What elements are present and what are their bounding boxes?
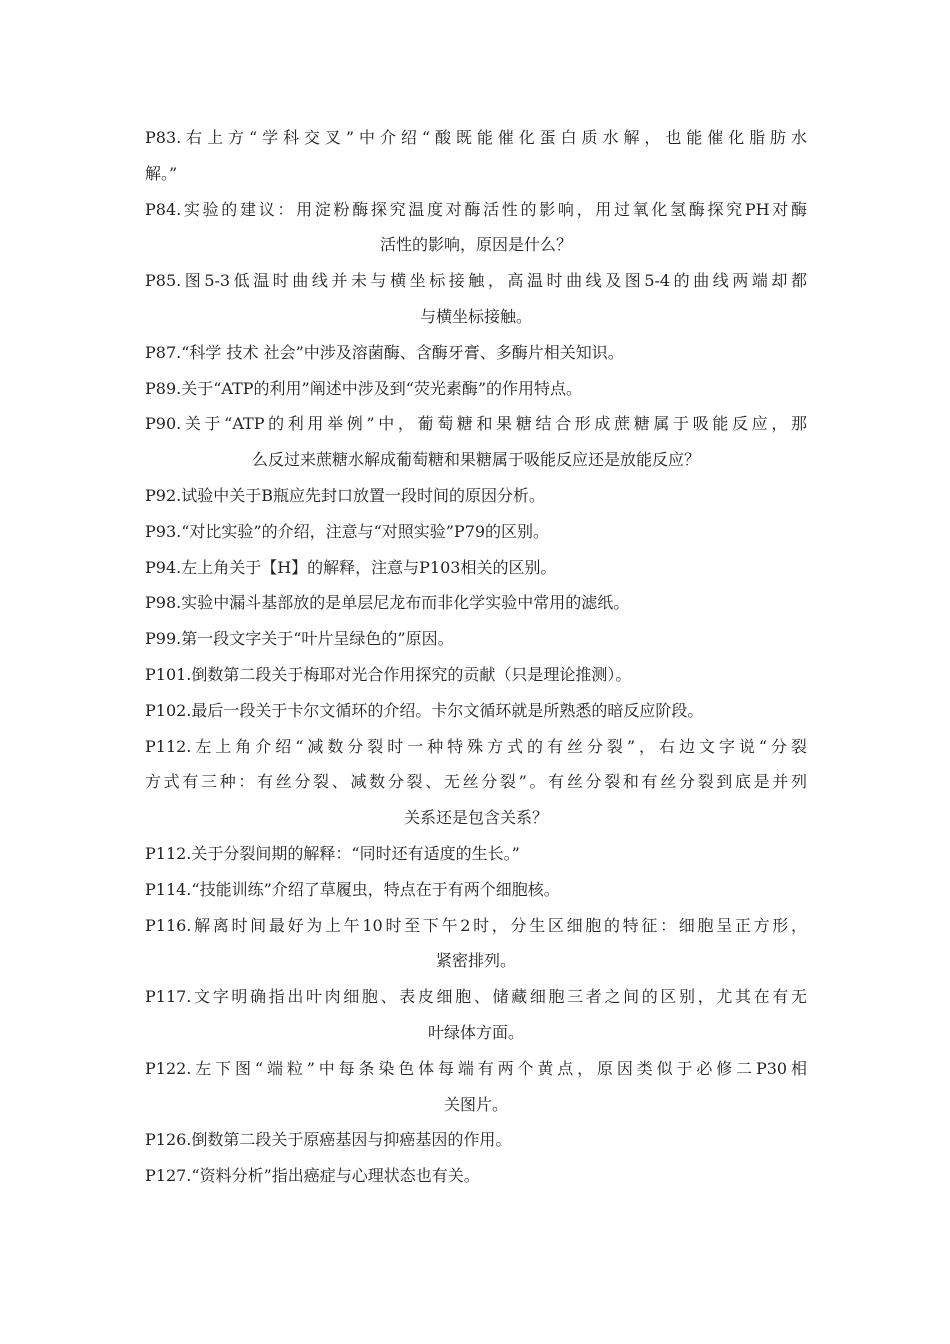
note-entry [145,406,807,478]
note-line: P94.左上角关于【H】的解释，注意与P103相关的区别。 [145,557,557,577]
note-entry [145,1051,807,1123]
note-line: P98.实验中漏斗基部放的是单层尼龙布而非化学实验中常用的滤纸。 [145,593,630,613]
note-entry [145,979,807,1051]
note-entry [145,478,807,514]
note-line: P83.右上方“学科交叉”中介绍“酸既能催化蛋白质水解，也能催化脂肪水 [145,128,807,147]
note-entry [145,908,807,980]
note-line: P99.第一段文字关于“叶片呈绿色的”原因。 [145,629,454,649]
note-line: 关系还是包含关系？ [403,808,548,828]
note-entry [145,263,807,335]
note-line: P89.关于“ATP的利用”阐述中涉及到“荧光素酶”的作用特点。 [145,378,583,398]
note-line: P85.图5-3低温时曲线并未与横坐标接触，高温时曲线及图5-4的曲线两端却都 [145,271,807,291]
note-entry [145,729,807,836]
document-page [145,120,807,1194]
note-line: P127.“资料分析”指出癌症与心理状态也有关。 [145,1166,480,1186]
note-entry [145,335,807,371]
note-line: 方式有三种：有丝分裂、减数分裂、无丝分裂”。有丝分裂和有丝分裂到底是并列 [145,772,807,792]
note-line: P92.试验中关于B瓶应先封口放置一段时间的原因分析。 [145,485,545,505]
note-entry [145,514,807,550]
note-line: 与横坐标接触。 [419,306,532,326]
note-line: P102.最后一段关于卡尔文循环的介绍。卡尔文循环就是所熟悉的暗反应阶段。 [145,700,704,720]
note-line: P122.左下图“端粒”中每条染色体每端有两个黄点，原因类似于必修二P30相 [145,1058,807,1078]
note-entry [145,192,807,264]
note-entry [145,1158,807,1194]
note-line: P117.文字明确指出叶肉细胞、表皮细胞、储藏细胞三者之间的区别，尤其在有无 [145,987,807,1007]
note-entry [145,371,807,407]
note-line: P112.左上角介绍“减数分裂时一种特殊方式的有丝分裂”，右边文字说“分裂 [145,736,807,756]
note-entry [145,657,807,693]
note-line: 叶绿体方面。 [427,1022,524,1042]
note-line: 紧密排列。 [435,951,516,971]
note-line: 关图片。 [443,1094,508,1114]
note-entry [145,836,807,872]
note-entry [145,621,807,657]
note-line: P93.“对比实验”的介绍，注意与“对照实验”P79的区别。 [145,521,550,541]
note-line: P116.解离时间最好为上午10时至下午2时，分生区细胞的特征：细胞呈正方形， [145,915,807,935]
note-line: P126.倒数第二段关于原癌基因与抑癌基因的作用。 [145,1130,512,1150]
note-line: P84.实验的建议：用淀粉酶探究温度对酶活性的影响，用过氧化氢酶探究PH对酶 [145,199,807,219]
note-line: 么反过来蔗糖水解成葡萄糖和果糖属于吸能反应还是放能反应？ [251,450,700,470]
note-entry [145,693,807,729]
note-entry [145,120,807,192]
note-entry [145,585,807,621]
note-line: P114.“技能训练”介绍了草履虫，特点在于有两个细胞核。 [145,879,560,899]
note-line: 活性的影响，原因是什么？ [379,235,572,255]
note-line: P101.倒数第二段关于梅耶对光合作用探究的贡献（只是理论推测）。 [145,664,632,684]
note-line: P112.关于分裂间期的解释：“同时还有适度的生长。” [145,843,520,863]
note-entry [145,550,807,586]
note-line: P90.关于“ATP的利用举例”中，葡萄糖和果糖结合形成蔗糖属于吸能反应，那 [145,414,807,434]
note-entry [145,872,807,908]
note-line: P87.“科学 技术 社会”中涉及溶菌酶、含酶牙膏、多酶片相关知识。 [145,342,624,362]
note-line: 解。” [145,163,178,183]
note-entry [145,1122,807,1158]
